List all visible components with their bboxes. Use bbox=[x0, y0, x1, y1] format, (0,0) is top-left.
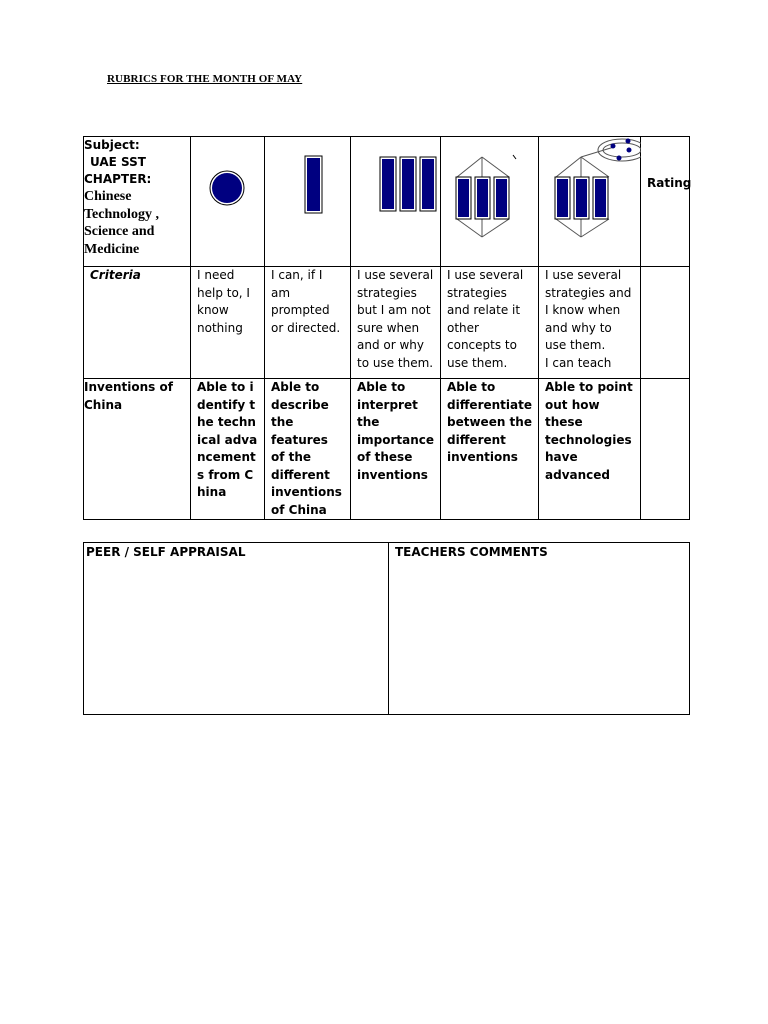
rubric-table bbox=[83, 136, 690, 520]
inventions-level-1: Able to identify the technical advancements from China bbox=[191, 379, 265, 520]
subject-value: UAE SST bbox=[90, 155, 146, 169]
inventions-level-4: Able to differentiate between the different inventions bbox=[441, 379, 539, 520]
criteria-rating-cell[interactable] bbox=[641, 267, 690, 379]
three-bars-icon bbox=[351, 137, 441, 267]
criteria-row bbox=[84, 267, 690, 379]
inventions-level-2: Able to describe the features of the different inventions of China bbox=[265, 379, 351, 520]
chapter-label: CHAPTER: bbox=[84, 172, 152, 186]
criteria-level-3: I use several strategies but I am not sure when and or why to use them. bbox=[351, 267, 441, 379]
subject-cell bbox=[84, 137, 191, 267]
subject-label: Subject: bbox=[84, 138, 140, 152]
criteria-level-5: I use several strategies and I know when and why to use them. I can teach bbox=[539, 267, 641, 379]
inventions-row bbox=[84, 379, 690, 520]
chapter-title: Chinese Technology , Science and Medicine bbox=[84, 189, 159, 257]
inventions-level-3: Able to interpret the importance of these inventions bbox=[351, 379, 441, 520]
circle-icon bbox=[191, 137, 265, 267]
appraisal-table bbox=[83, 542, 690, 715]
rubric-header-row bbox=[84, 137, 690, 267]
inventions-label: Inventions of China bbox=[84, 379, 191, 520]
criteria-level-1: I need help to, I know nothing bbox=[191, 267, 265, 379]
teachers-comments-box[interactable]: TEACHERS COMMENTS bbox=[389, 543, 690, 715]
level-5-icon-cell bbox=[539, 137, 641, 267]
criteria-level-4: I use several strategies and relate it other concepts to use them. bbox=[441, 267, 539, 379]
single-bar-icon bbox=[265, 137, 351, 267]
criteria-label: Criteria bbox=[84, 267, 191, 379]
peer-self-appraisal-box[interactable]: PEER / SELF APPRAISAL bbox=[84, 543, 389, 715]
criteria-level-2: I can, if I am prompted or directed. bbox=[265, 267, 351, 379]
document-title: RUBRICS FOR THE MONTH OF MAY bbox=[107, 73, 303, 85]
level-4-icon-cell bbox=[441, 137, 539, 267]
inventions-level-5: Able to point out how these technologies have advanced bbox=[539, 379, 641, 520]
frame-bars-ring-icon bbox=[539, 137, 641, 267]
level-3-icon-cell bbox=[351, 137, 441, 267]
level-2-icon-cell bbox=[265, 137, 351, 267]
inventions-rating-cell[interactable] bbox=[641, 379, 690, 520]
rating-header: Rating bbox=[641, 137, 690, 267]
level-1-icon-cell bbox=[191, 137, 265, 267]
frame-bars-icon bbox=[441, 137, 539, 267]
